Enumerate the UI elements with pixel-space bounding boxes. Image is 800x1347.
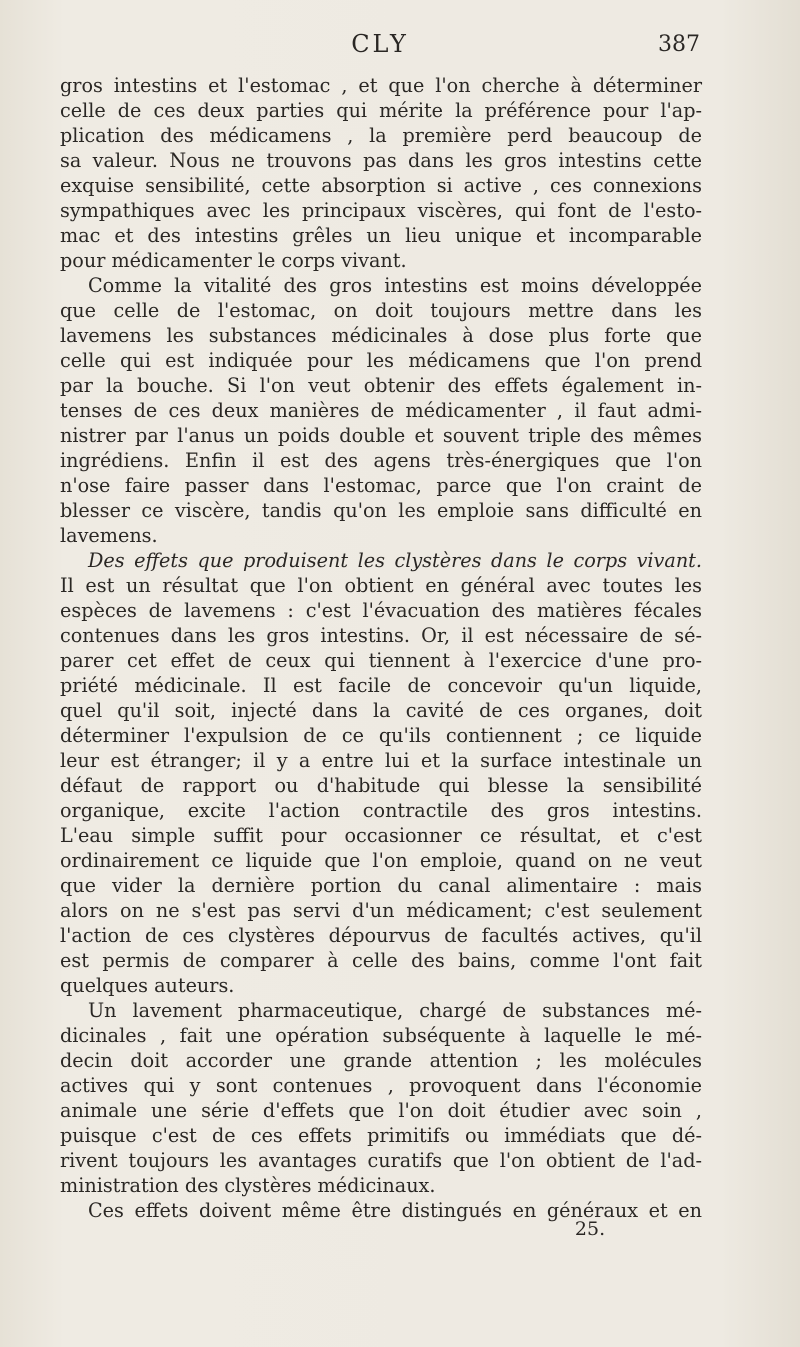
text-line: nistrer par l'anus un poids double et souvent triple des mêmes xyxy=(60,424,702,447)
text-line: déterminer l'expulsion de ce qu'ils contiennent ; ce liquide xyxy=(60,724,702,747)
text-line: actives qui y sont contenues , provoquent dans l'économie xyxy=(60,1074,702,1097)
text-line: Comme la vitalité des gros intestins est moins développée xyxy=(88,274,702,297)
text-line: Il est un résultat que l'on obtient en général avec toutes les xyxy=(60,574,702,597)
text-line: rivent toujours les avantages curatifs que l'on obtient de l'ad- xyxy=(60,1149,702,1172)
text-line: tenses de ces deux manières de médicamenter , il faut admi- xyxy=(60,399,702,422)
text-line: est permis de comparer à celle des bains, comme l'ont fait xyxy=(60,949,702,972)
body-text xyxy=(60,73,702,1223)
text-line: quelques auteurs. xyxy=(60,974,235,997)
page-header xyxy=(60,30,700,70)
text-line: lavemens les substances médicinales à dose plus forte que xyxy=(60,324,702,347)
text-line: ingrédiens. Enfin il est des agens très-énergiques que l'on xyxy=(60,449,702,472)
text-line: plication des médicamens , la première perd beaucoup de xyxy=(60,124,702,147)
text-line: ministration des clystères médicinaux. xyxy=(60,1174,436,1197)
text-line: alors on ne s'est pas servi d'un médicament; c'est seulement xyxy=(60,899,702,922)
paragraph-4 xyxy=(60,998,702,1198)
text-line: blesser ce viscère, tandis qu'on les emploie sans difficulté en xyxy=(60,499,702,522)
text-line: pour médicamenter le corps vivant. xyxy=(60,249,407,272)
text-line: n'ose faire passer dans l'estomac, parce que l'on craint de xyxy=(60,474,702,497)
section-heading: Des effets que produisent les clystères dans le corps vivant. xyxy=(88,549,702,572)
running-head: CLY xyxy=(351,30,409,58)
text-line: dicinales , fait une opération subséquente à laquelle le mé- xyxy=(60,1024,702,1047)
text-line: celle qui est indiquée pour les médicamens que l'on prend xyxy=(60,349,702,372)
paragraph-1 xyxy=(60,73,702,273)
text-line: parer cet effet de ceux qui tiennent à l'exercice d'une pro- xyxy=(60,649,702,672)
text-line: sa valeur. Nous ne trouvons pas dans les gros intestins cette xyxy=(60,149,702,172)
text-line: espèces de lavemens : c'est l'évacuation des matières fécales xyxy=(60,599,702,622)
text-line: contenues dans les gros intestins. Or, il est nécessaire de sé- xyxy=(60,624,702,647)
page-number: 387 xyxy=(658,32,700,57)
text-line: celle de ces deux parties qui mérite la préférence pour l'ap- xyxy=(60,99,702,122)
text-line: ordinairement ce liquide que l'on emploie, quand on ne veut xyxy=(60,849,702,872)
text-line: défaut de rapport ou d'habitude qui blesse la sensibilité xyxy=(60,774,702,797)
text-line: priété médicinale. Il est facile de concevoir qu'un liquide, xyxy=(60,674,702,697)
text-line: organique, excite l'action contractile des gros intestins. xyxy=(60,799,702,822)
text-line: lavemens. xyxy=(60,524,158,547)
text-line: exquise sensibilité, cette absorption si active , ces connexions xyxy=(60,174,702,197)
text-line: par la bouche. Si l'on veut obtenir des effets également in- xyxy=(60,374,702,397)
text-line: Un lavement pharmaceutique, chargé de substances mé- xyxy=(88,999,702,1022)
text-line: quel qu'il soit, injecté dans la cavité de ces organes, doit xyxy=(60,699,702,722)
text-line: que celle de l'estomac, on doit toujours mettre dans les xyxy=(60,299,702,322)
text-line: animale une série d'effets que l'on doit étudier avec soin , xyxy=(60,1099,702,1122)
text-line: Ces effets doivent même être distingués en généraux et en xyxy=(88,1199,702,1222)
text-line: mac et des intestins grêles un lieu unique et incomparable xyxy=(60,224,702,247)
text-line: que vider la dernière portion du canal alimentaire : mais xyxy=(60,874,702,897)
paragraph-2 xyxy=(60,273,702,548)
text-line: decin doit accorder une grande attention ; les molécules xyxy=(60,1049,702,1072)
text-line: leur est étranger; il y a entre lui et la surface intestinale un xyxy=(60,749,702,772)
paragraph-3 xyxy=(60,548,702,998)
text-line: L'eau simple suffit pour occasionner ce résultat, et c'est xyxy=(60,824,702,847)
text-line: gros intestins et l'estomac , et que l'on cherche à déterminer xyxy=(60,74,702,97)
text-line: l'action de ces clystères dépourvus de facultés actives, qu'il xyxy=(60,924,702,947)
text-line: puisque c'est de ces effets primitifs ou immédiats que dé- xyxy=(60,1124,702,1147)
signature-mark: 25. xyxy=(574,1218,606,1240)
text-line: sympathiques avec les principaux viscères, qui font de l'esto- xyxy=(60,199,702,222)
